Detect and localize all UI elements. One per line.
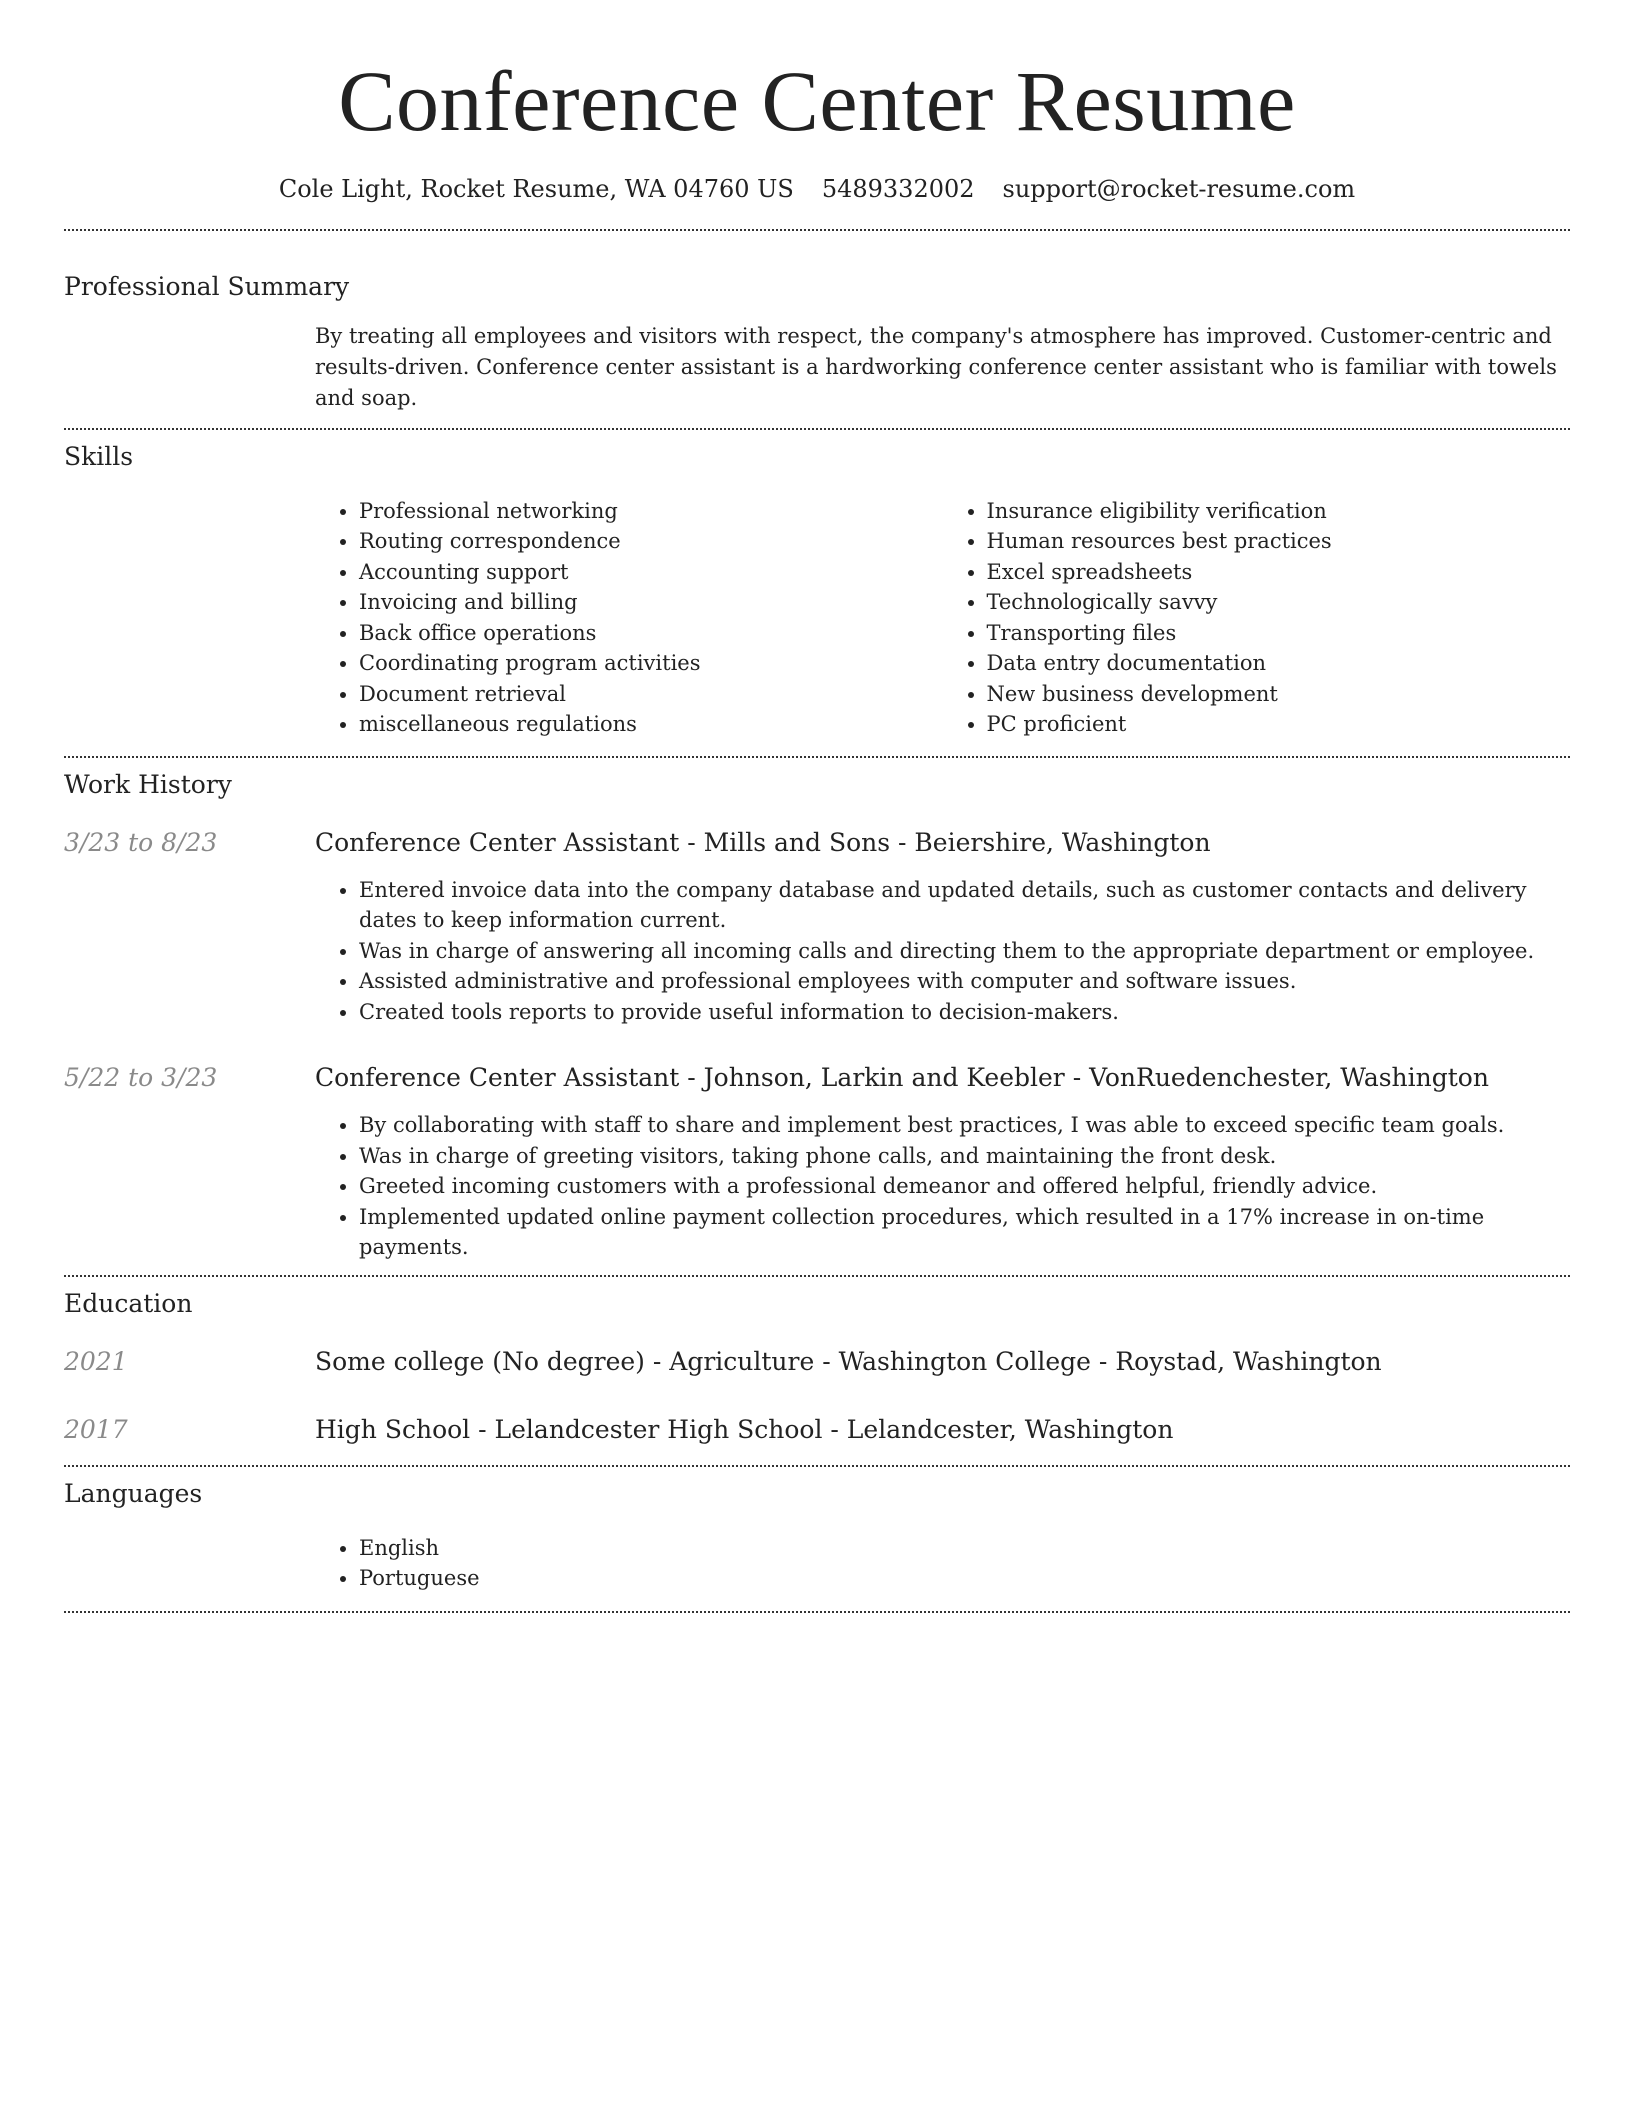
- contact-email: support@rocket-resume.com: [1002, 174, 1356, 203]
- resume-title: Conference Center Resume: [338, 53, 1296, 149]
- contact-phone: 5489332002: [821, 174, 975, 203]
- education-year: 2017: [64, 1414, 128, 1444]
- job-bullet: • Created tools reports to provide useful information to decision-makers.: [359, 997, 1570, 1028]
- contact-line: [64, 173, 1570, 205]
- job-entry: [64, 1062, 1570, 1263]
- skill-item: • Transporting files: [987, 618, 1571, 649]
- job-bullet: • Implemented updated online payment collection procedures, which resulted in a 17% increase in on-time payments.: [359, 1202, 1570, 1263]
- resume-page: [64, 0, 1570, 1613]
- languages-heading: Languages: [64, 1478, 203, 1508]
- skills-left-spacer: [64, 496, 315, 740]
- job-bullet: • Was in charge of greeting visitors, taking phone calls, and maintaining the front desk.: [359, 1141, 1570, 1172]
- skill-item: • Invoicing and billing: [359, 587, 943, 618]
- contact-address: Cole Light, Rocket Resume, WA 04760 US: [278, 174, 794, 203]
- section-divider: [64, 756, 1570, 758]
- job-dates: 5/22 to 3/23: [64, 1063, 218, 1093]
- job-bullet: • Entered invoice data into the company database and updated details, such as customer contacts and delivery dates to keep information current.: [359, 875, 1570, 936]
- languages-section: [64, 1478, 1570, 1594]
- summary-text: By treating all employees and visitors with respect, the company's atmosphere has improved. Customer-centric and results-driven. Conference center assistant is a hardworking conference center assistant who is familiar with towels and soap.: [315, 323, 1557, 410]
- job-title: Conference Center Assistant - Johnson, Larkin and Keebler - VonRuedenchester, Washington: [315, 1063, 1489, 1093]
- skills-section: [64, 441, 1570, 740]
- job-bullets: [315, 875, 1570, 1028]
- job-entry: [64, 827, 1570, 1028]
- job-dates: 3/23 to 8/23: [64, 827, 218, 857]
- languages-left-spacer: [64, 1533, 315, 1594]
- summary-heading: Professional Summary: [64, 271, 350, 301]
- work-section: [64, 769, 1570, 1263]
- job-bullet: • Greeted incoming customers with a professional demeanor and offered helpful, friendly advice.: [359, 1171, 1570, 1202]
- language-item: • Portuguese: [359, 1563, 1570, 1594]
- section-divider: [64, 229, 1570, 231]
- skill-item: • Back office operations: [359, 618, 943, 649]
- education-text: High School - Lelandcester High School - Lelandcester, Washington: [315, 1414, 1174, 1444]
- skills-list-col2: [943, 496, 1571, 740]
- skill-item: • Human resources best practices: [987, 526, 1571, 557]
- education-heading: Education: [64, 1288, 193, 1318]
- skill-item: • miscellaneous regulations: [359, 709, 943, 740]
- summary-section: [64, 271, 1570, 414]
- education-entry: [64, 1414, 1570, 1446]
- section-divider: [64, 428, 1570, 430]
- skill-item: • Routing correspondence: [359, 526, 943, 557]
- skill-item: • Professional networking: [359, 496, 943, 527]
- education-section: [64, 1288, 1570, 1446]
- job-bullets: [315, 1110, 1570, 1263]
- job-bullet: • Assisted administrative and professional employees with computer and software issues.: [359, 966, 1570, 997]
- skill-item: • Coordinating program activities: [359, 648, 943, 679]
- job-bullet: • By collaborating with staff to share and implement best practices, I was able to exceed specific team goals.: [359, 1110, 1570, 1141]
- job-bullet: • Was in charge of answering all incoming calls and directing them to the appropriate department or employee.: [359, 936, 1570, 967]
- section-divider: [64, 1465, 1570, 1467]
- language-item: • English: [359, 1533, 1570, 1564]
- languages-list: [315, 1533, 1570, 1594]
- education-text: Some college (No degree) - Agriculture - Washington College - Roystad, Washington: [315, 1346, 1382, 1376]
- skill-item: • Insurance eligibility verification: [987, 496, 1571, 527]
- skill-item: • Excel spreadsheets: [987, 557, 1571, 588]
- section-divider: [64, 1611, 1570, 1613]
- education-entry: [64, 1346, 1570, 1378]
- education-year: 2021: [64, 1346, 128, 1376]
- skills-list-col1: [315, 496, 943, 740]
- skill-item: • Document retrieval: [359, 679, 943, 710]
- skill-item: • Data entry documentation: [987, 648, 1571, 679]
- job-title: Conference Center Assistant - Mills and Sons - Beiershire, Washington: [315, 827, 1211, 857]
- resume-header: [64, 52, 1570, 205]
- skills-heading: Skills: [64, 441, 134, 471]
- section-divider: [64, 1275, 1570, 1277]
- skill-item: • Accounting support: [359, 557, 943, 588]
- summary-left-spacer: [64, 321, 315, 414]
- skill-item: • Technologically savvy: [987, 587, 1571, 618]
- work-heading: Work History: [64, 769, 232, 799]
- skill-item: • New business development: [987, 679, 1571, 710]
- skill-item: • PC proficient: [987, 709, 1571, 740]
